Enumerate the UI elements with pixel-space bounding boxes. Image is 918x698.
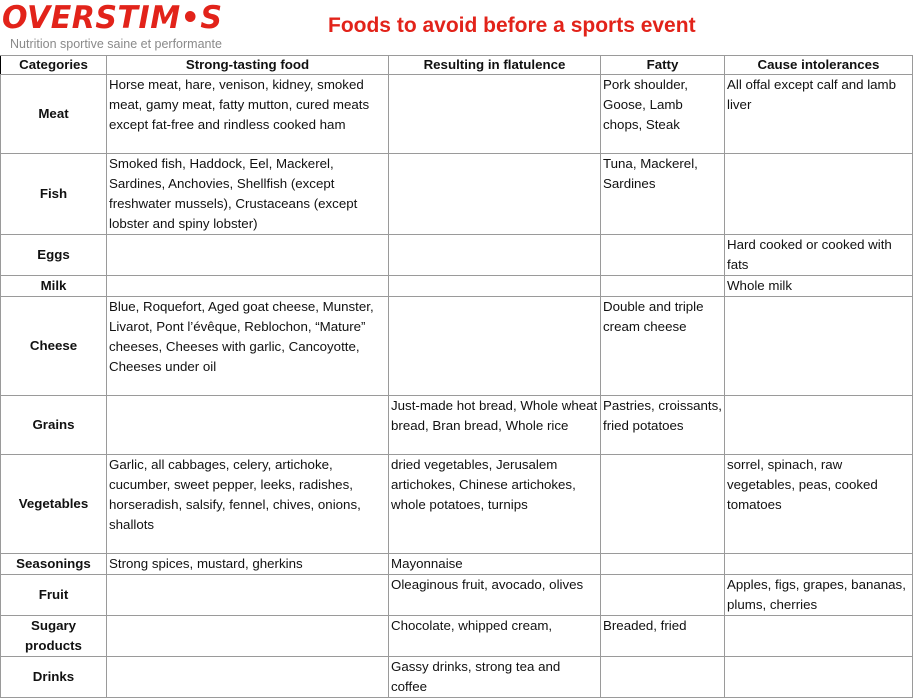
flatulence-cell bbox=[389, 276, 601, 297]
strong-cell: Strong spices, mustard, gherkins bbox=[107, 554, 389, 575]
flatulence-cell bbox=[389, 235, 601, 276]
table-header-row bbox=[1, 56, 913, 75]
fatty-cell: Double and triple cream cheese bbox=[601, 297, 725, 396]
header-intolerances: Cause intolerances bbox=[725, 56, 913, 75]
intolerance-cell: All offal except calf and lamb liver bbox=[725, 75, 913, 154]
table-row bbox=[1, 154, 913, 235]
category-cell: Eggs bbox=[1, 235, 107, 276]
flatulence-cell: Chocolate, whipped cream, bbox=[389, 616, 601, 657]
fatty-cell bbox=[601, 276, 725, 297]
category-cell: Grains bbox=[1, 396, 107, 455]
fatty-cell: Breaded, fried bbox=[601, 616, 725, 657]
table-row bbox=[1, 276, 913, 297]
fatty-cell: Pastries, croissants, fried potatoes bbox=[601, 396, 725, 455]
header-fatty: Fatty bbox=[601, 56, 725, 75]
intolerance-cell bbox=[725, 657, 913, 698]
category-cell: Fish bbox=[1, 154, 107, 235]
flatulence-cell bbox=[389, 297, 601, 396]
header-categories: Categories bbox=[1, 56, 107, 75]
flatulence-cell bbox=[389, 154, 601, 235]
strong-cell: Horse meat, hare, venison, kidney, smoked meat, gamy meat, fatty mutton, cured meats except fat-free and rindless cooked ham bbox=[107, 75, 389, 154]
intolerance-cell bbox=[725, 554, 913, 575]
table-row bbox=[1, 396, 913, 455]
flatulence-cell bbox=[389, 75, 601, 154]
strong-cell: Smoked fish, Haddock, Eel, Mackerel, Sardines, Anchovies, Shellfish (except freshwater mussels), Crustaceans (except lobster and spiny lobster) bbox=[107, 154, 389, 235]
logo-tagline: Nutrition sportive saine et performante bbox=[10, 37, 222, 51]
logo-suffix: S bbox=[200, 0, 223, 36]
fatty-cell bbox=[601, 554, 725, 575]
logo-wordmark bbox=[2, 1, 231, 35]
table-row bbox=[1, 455, 913, 554]
header-strong-tasting: Strong-tasting food bbox=[107, 56, 389, 75]
flatulence-cell: Just-made hot bread, Whole wheat bread, Bran bread, Whole rice bbox=[389, 396, 601, 455]
header-flatulence: Resulting in flatulence bbox=[389, 56, 601, 75]
table-row bbox=[1, 657, 913, 698]
category-cell: Cheese bbox=[1, 297, 107, 396]
strong-cell bbox=[107, 616, 389, 657]
fatty-cell: Tuna, Mackerel, Sardines bbox=[601, 154, 725, 235]
table-row bbox=[1, 75, 913, 154]
strong-cell: Garlic, all cabbages, celery, artichoke, cucumber, sweet pepper, leeks, radishes, horseradish, salsify, fennel, chives, onions, shallots bbox=[107, 455, 389, 554]
logo-text: OVERSTIM bbox=[2, 0, 181, 36]
intolerance-cell bbox=[725, 396, 913, 455]
brand-logo bbox=[2, 1, 238, 55]
table-row bbox=[1, 235, 913, 276]
fatty-cell bbox=[601, 235, 725, 276]
intolerance-cell: sorrel, spinach, raw vegetables, peas, cooked tomatoes bbox=[725, 455, 913, 554]
flatulence-cell: Mayonnaise bbox=[389, 554, 601, 575]
category-cell: Vegetables bbox=[1, 455, 107, 554]
flatulence-cell: Gassy drinks, strong tea and coffee bbox=[389, 657, 601, 698]
intolerance-cell bbox=[725, 297, 913, 396]
strong-cell bbox=[107, 396, 389, 455]
category-cell: Sugary products bbox=[1, 616, 107, 657]
intolerance-cell: Hard cooked or cooked with fats bbox=[725, 235, 913, 276]
table-row bbox=[1, 616, 913, 657]
category-cell: Drinks bbox=[1, 657, 107, 698]
category-cell: Meat bbox=[1, 75, 107, 154]
fatty-cell bbox=[601, 575, 725, 616]
fatty-cell bbox=[601, 455, 725, 554]
strong-cell bbox=[107, 575, 389, 616]
intolerance-cell bbox=[725, 154, 913, 235]
logo-dot: • bbox=[180, 0, 201, 36]
category-cell: Milk bbox=[1, 276, 107, 297]
intolerance-cell: Whole milk bbox=[725, 276, 913, 297]
flatulence-cell: dried vegetables, Jerusalem artichokes, Chinese artichokes, whole potatoes, turnips bbox=[389, 455, 601, 554]
intolerance-cell: Apples, figs, grapes, bananas, plums, cherries bbox=[725, 575, 913, 616]
foods-table bbox=[0, 55, 913, 698]
fatty-cell bbox=[601, 657, 725, 698]
strong-cell bbox=[107, 276, 389, 297]
category-cell: Fruit bbox=[1, 575, 107, 616]
intolerance-cell bbox=[725, 616, 913, 657]
table-row bbox=[1, 575, 913, 616]
category-cell: Seasonings bbox=[1, 554, 107, 575]
table-row bbox=[1, 297, 913, 396]
fatty-cell: Pork shoulder, Goose, Lamb chops, Steak bbox=[601, 75, 725, 154]
table-row bbox=[1, 554, 913, 575]
document-title: Foods to avoid before a sports event bbox=[328, 14, 696, 37]
strong-cell bbox=[107, 657, 389, 698]
flatulence-cell: Oleaginous fruit, avocado, olives bbox=[389, 575, 601, 616]
strong-cell bbox=[107, 235, 389, 276]
strong-cell: Blue, Roquefort, Aged goat cheese, Munster, Livarot, Pont l’évêque, Reblochon, “Mature” cheeses, Cheeses with garlic, Cancoyotte, Cheeses under oil bbox=[107, 297, 389, 396]
